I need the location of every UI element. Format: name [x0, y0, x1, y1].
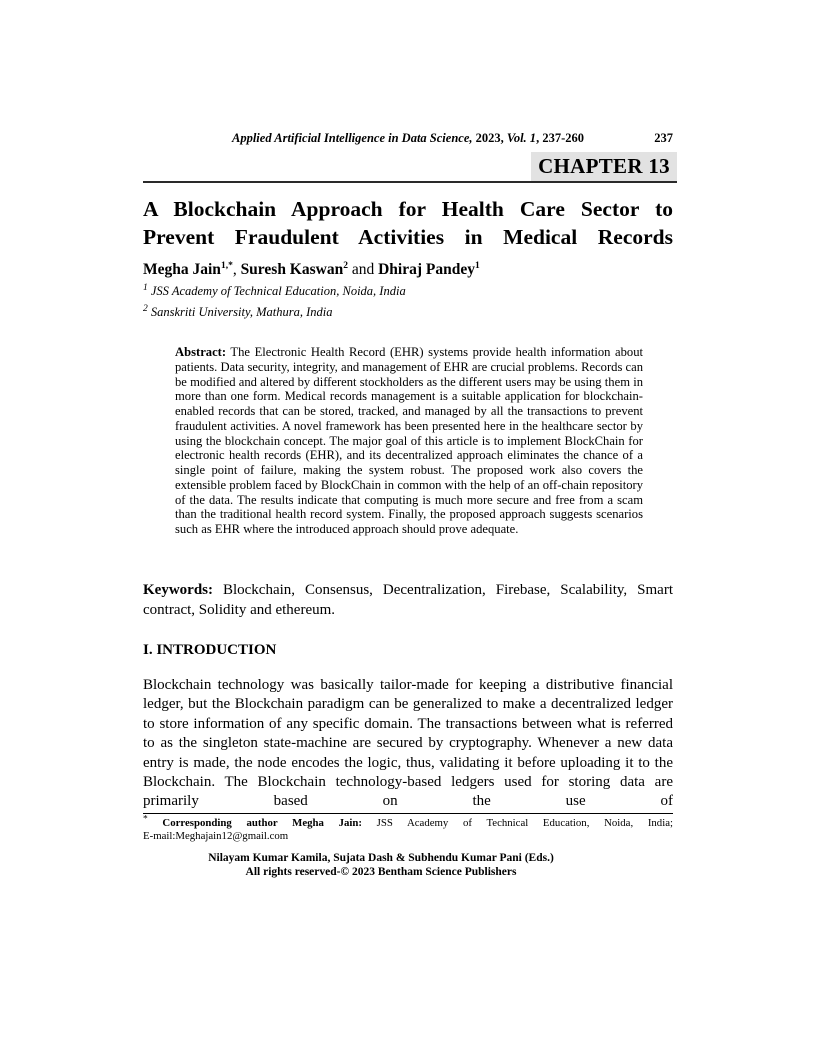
editors-line: Nilayam Kumar Kamila, Sujata Dash & Subhendu Kumar Pani (Eds.)	[208, 852, 554, 864]
keywords	[143, 581, 673, 620]
affiliation-2	[143, 302, 673, 323]
author-name: Suresh Kaswan	[240, 261, 344, 278]
chapter-title-line1: A Blockchain Approach for Health Care Sector to	[143, 197, 673, 221]
author-name: Megha Jain	[143, 261, 221, 278]
running-head-book-title: Applied Artificial Intelligence in Data Science,	[232, 131, 473, 145]
footnote-marker: *	[143, 814, 148, 825]
page-number: 237	[654, 131, 673, 145]
running-head-pages: , 237-260	[536, 131, 584, 145]
footnote-bold-text: Corresponding author Megha Jain:	[147, 817, 377, 829]
rights-line: All rights reserved-© 2023 Bentham Science Publishers	[245, 865, 517, 878]
author-superscript: 2	[343, 260, 348, 271]
keywords-label: Keywords:	[143, 582, 213, 598]
chapter-label: CHAPTER 13	[531, 152, 677, 183]
keywords-text: Blockchain, Consensus, Decentralization, Firebase, Scalability, Smart contract, Solidity and ethereum.	[143, 582, 673, 618]
chapter-banner	[143, 152, 677, 183]
footnote-corresponding-author	[143, 814, 674, 830]
author-superscript: 1,*	[220, 260, 233, 271]
chapter-title-line2: Prevent Fraudulent Activities in Medical Records	[143, 224, 673, 249]
authors-line	[143, 259, 673, 280]
running-head-volume: Vol. 1	[506, 131, 537, 145]
affiliation-superscript: 1	[143, 282, 148, 293]
author-superscript: 1	[474, 260, 480, 271]
chapter-title	[143, 196, 673, 251]
affiliation-superscript: 2	[143, 303, 148, 314]
footnote	[143, 814, 674, 842]
author-separator: and	[347, 261, 379, 278]
abstract-text: The Electronic Health Record (EHR) systems provide health information about patients. Data security, integrity, and management of EHR are crucial problems. Records can be modified and altered by different stockholders as the different users may be using them in more than one form. Medical records management is a suitable application for blockchain-enabled records that can be stored, tracked, and managed by all the transactions to prevent fraudulent activities. A novel framework has been presented here in the healthcare sector by using the blockchain concept. The major goal of this article is to implement BlockChain for electronic health records (EHR), and its decentralized approach eliminates the chance of a single point of failure, making the system robust. The proposed work also covers the extensible problem faced by BlockChain in common with the help of an off-chain repository of the data. The results indicate that computing is much more secure and free from a scam than the traditional health record system. Finally, the proposed approach suggests scenarios such as EHR where the introduced approach should prove adequate.	[175, 345, 643, 536]
footnote-email: E-mail:Meghajain12@gmail.com	[143, 829, 289, 842]
section-heading-introduction: I. INTRODUCTION	[143, 642, 277, 658]
running-head-year: 2023,	[472, 131, 507, 145]
header-rule	[143, 181, 677, 183]
affiliation-text: JSS Academy of Technical Education, Noida, India	[147, 284, 406, 298]
abstract	[175, 345, 643, 537]
introduction-paragraph: Blockchain technology was basically tailor-made for keeping a distributive financial ledger, but the Blockchain paradigm can be generalized to make a decentralized ledger to store information of any specific domain. The transactions between what is referred to as the singleton state-machine are secured by cryptography. Whenever a new data entry is made, the node encodes the logic, thus, validating it before uploading it to the Blockchain. The Blockchain technology-based ledgers used for storing data are primarily based on the use of	[143, 677, 673, 810]
author-separator: ,	[232, 261, 241, 278]
affiliations	[143, 281, 673, 322]
footnote-affiliation-text: JSS Academy of Technical Education, Noida, India;	[376, 817, 674, 829]
affiliation-1	[143, 281, 673, 302]
author-name: Dhiraj Pandey	[378, 261, 475, 278]
running-head	[143, 130, 673, 146]
affiliation-text: Sanskriti University, Mathura, India	[147, 304, 333, 319]
publisher-block	[143, 852, 619, 879]
footnote-rule	[143, 813, 673, 814]
abstract-label: Abstract:	[175, 345, 227, 359]
